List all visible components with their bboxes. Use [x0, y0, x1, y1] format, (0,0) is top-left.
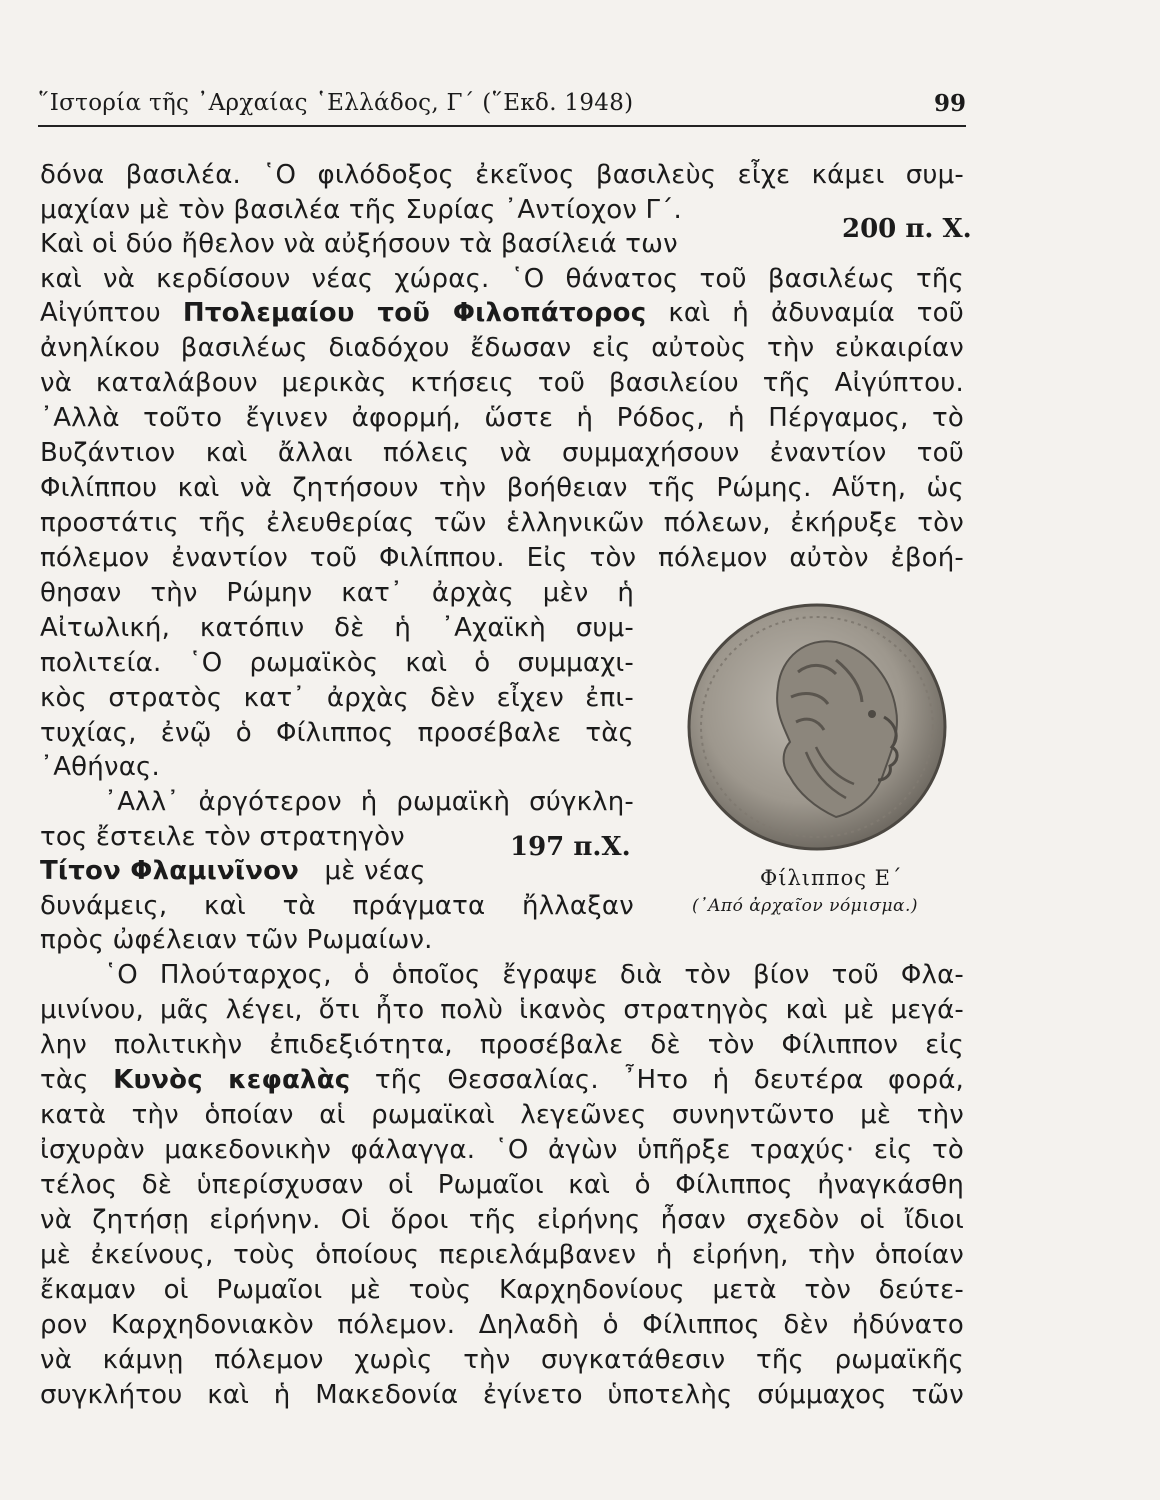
text-line: μινίνου, μᾶς λέγει, ὅτι ἦτο πολὺ ἱκανὸς στρατηγὸς καὶ μὲ μεγά-: [40, 995, 964, 1025]
text-line: ἀνηλίκου βασιλέως διαδόχου ἔδωσαν εἰς αὐτοὺς τὴν εὐκαιρίαν: [40, 333, 964, 363]
text-line: δυνάμεις, καὶ τὰ πράγματα ἤλλαξαν: [40, 891, 634, 921]
text-line: Φιλίππου καὶ νὰ ζητήσουν τὴν βοήθειαν τῆς Ρώμης. Αὕτη, ὡς: [40, 473, 964, 503]
bold-name: Τίτον Φλαμινῖνον: [40, 856, 300, 886]
coin-illustration: [686, 602, 948, 852]
text-line: πρὸς ὠφέλειαν τῶν Ρωμαίων.: [40, 925, 433, 955]
header-rule: [38, 125, 966, 127]
text-line: νὰ καταλάβουν μερικὰς κτήσεις τοῦ βασιλείου τῆς Αἰγύπτου.: [40, 368, 964, 398]
running-title: ῞Ιστορία τῆς ᾽Αρχαίας ῾Ελλάδος, Γ΄ (῞Εκδ. 1948): [38, 90, 634, 116]
text-run: τὰς: [40, 1065, 89, 1095]
text-line: πόλεμον ἐναντίον τοῦ Φιλίππου. Εἰς τὸν πόλεμον αὐτὸν ἐβοή-: [40, 543, 964, 573]
text-run: μὲ νέας: [324, 856, 426, 886]
text-line: Βυζάντιον καὶ ἄλλαι πόλεις νὰ συμμαχήσουν ἐναντίον τοῦ: [40, 438, 964, 468]
text-line: πολιτεία. ῾Ο ρωμαϊκὸς καὶ ὁ συμμαχι-: [40, 648, 634, 678]
text-line: καὶ νὰ κερδίσουν νέας χώρας. ῾Ο θάνατος τοῦ βασιλέως τῆς: [40, 264, 964, 294]
text-line: [40, 296, 964, 330]
bold-name: Κυνὸς κεφαλὰς: [113, 1065, 351, 1095]
text-line: προστάτις τῆς ἐλευθερίας τῶν ἑλληνικῶν πόλεων, ἐκήρυξε τὸν: [40, 508, 964, 538]
text-line: συγκλήτου καὶ ἡ Μακεδονία ἐγίνετο ὑποτελὴς σύμμαχος τῶν: [40, 1380, 964, 1410]
text-line: λην πολιτικὴν ἐπιδεξιότητα, προσέβαλε δὲ τὸν Φίλιππον εἰς: [40, 1030, 964, 1060]
text-run: καὶ ἡ ἀδυναμία τοῦ: [668, 298, 965, 328]
margin-date-note: 197 π.Χ.: [510, 832, 631, 862]
text-line: κατὰ τὴν ὁποίαν αἱ ρωμαϊκαὶ λεγεῶνες συνηντῶντο μὲ τὴν: [40, 1100, 964, 1130]
text-line: ᾽Αλλ᾽ ἀργότερον ἡ ρωμαϊκὴ σύγκλη-: [104, 787, 634, 817]
text-line: τέλος δὲ ὑπερίσχυσαν οἱ Ρωμαῖοι καὶ ὁ Φίλιππος ἠναγκάσθη: [40, 1170, 964, 1200]
text-line: Καὶ οἱ δύο ἤθελον νὰ αὐξήσουν τὰ βασίλειά των: [40, 229, 678, 259]
text-line: ἰσχυρὰν μακεδονικὴν φάλαγγα. ῾Ο ἀγὼν ὑπῆρξε τραχύς· εἰς τὸ: [40, 1135, 964, 1165]
text-line: ᾽Αθήνας.: [40, 752, 160, 782]
text-line: ἔκαμαν οἱ Ρωμαῖοι μὲ τοὺς Καρχηδονίους μετὰ τὸν δεύτε-: [40, 1275, 964, 1305]
text-line: [40, 1063, 964, 1097]
text-run: Αἰγύπτου: [40, 298, 161, 328]
text-line: μὲ ἐκείνους, τοὺς ὁποίους περιελάμβανεν ἡ εἰρήνη, τὴν ὁποίαν: [40, 1240, 964, 1270]
text-line: τος ἔστειλε τὸν στρατηγὸν: [40, 822, 405, 852]
margin-date-note: 200 π. Χ.: [842, 214, 972, 244]
text-line: δόνα βασιλέα. ῾Ο φιλόδοξος ἐκεῖνος βασιλεὺς εἶχε κάμει συμ-: [40, 160, 964, 190]
text-line: νὰ ζητήσῃ εἰρήνην. Οἱ ὅροι τῆς εἰρήνης ἦσαν σχεδὸν οἱ ἴδιοι: [40, 1205, 964, 1235]
text-line: Αἰτωλική, κατόπιν δὲ ἡ ᾽Αχαϊκὴ συμ-: [40, 613, 634, 643]
text-line: ρον Καρχηδονιακὸν πόλεμον. Δηλαδὴ ὁ Φίλιππος δὲν ἠδύνατο: [40, 1310, 964, 1340]
bold-name: Πτολεμαίου τοῦ Φιλοπάτορος: [182, 298, 647, 328]
text-line: [40, 854, 490, 888]
page-header: [38, 86, 966, 122]
text-run: τῆς Θεσσαλίας. ῏Ητο ἡ δευτέρα φορά,: [374, 1065, 965, 1095]
text-line: θησαν τὴν Ρώμην κατ᾽ ἀρχὰς μὲν ἡ: [40, 578, 634, 608]
text-line: νὰ κάμνῃ πόλεμον χωρὶς τὴν συγκατάθεσιν τῆς ρωμαϊκῆς: [40, 1345, 964, 1375]
text-line: ᾽Αλλὰ τοῦτο ἔγινεν ἀφορμή, ὥστε ἡ Ρόδος, ἡ Πέργαμος, τὸ: [40, 403, 964, 433]
figure-caption: Φίλιππος Ε΄: [760, 866, 903, 890]
text-line: κὸς στρατὸς κατ᾽ ἀρχὰς δὲν εἶχεν ἐπι-: [40, 683, 634, 713]
text-line: μαχίαν μὲ τὸν βασιλέα τῆς Συρίας ᾽Αντίοχον Γ΄.: [40, 195, 682, 225]
page-number: 99: [933, 90, 966, 117]
text-line: τυχίας, ἐνῷ ὁ Φίλιππος προσέβαλε τὰς: [40, 718, 634, 748]
figure-source: (᾽Από ἀρχαῖον νόμισμα.): [692, 896, 919, 916]
text-line: ῾Ο Πλούταρχος, ὁ ὁποῖος ἔγραψε διὰ τὸν βίον τοῦ Φλα-: [104, 960, 964, 990]
